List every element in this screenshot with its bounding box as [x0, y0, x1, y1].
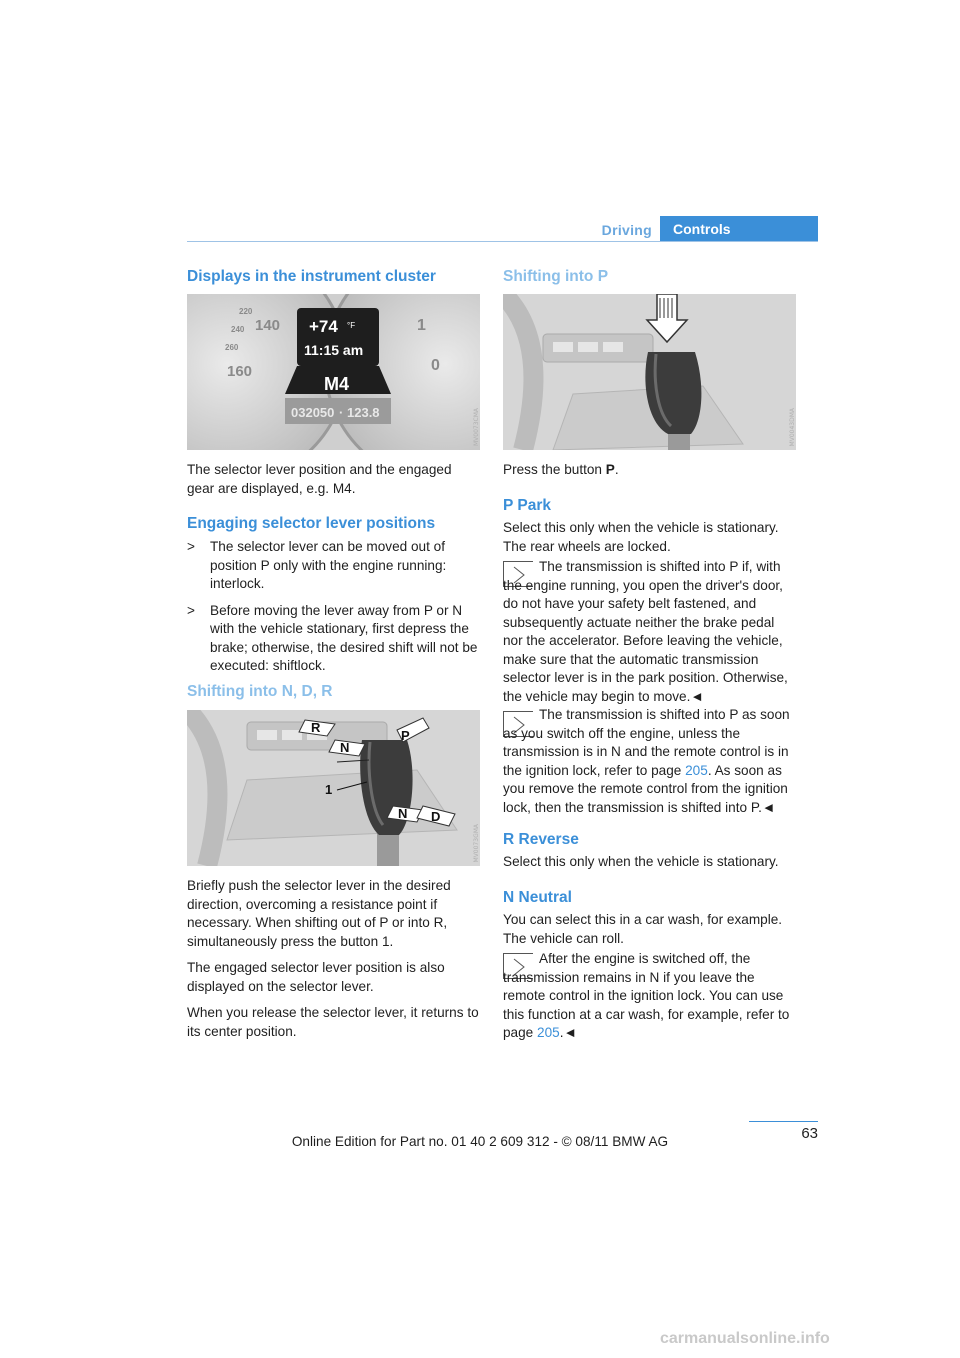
shift-label-r: R: [311, 720, 321, 735]
footer-edition: Online Edition for Part no. 01 40 2 609 312 - © 08/11 BMW AG: [291, 1134, 669, 1149]
note-text: The transmission is shifted into P if, with the engine running, you open the driver's door, do not have your safety belt fastened, and subsequently actuate neither the brake pedal nor the accelerator. Before leaving the vehicle, make sure that the automatic transmission selector lever is in the park position. Otherwise, the vehicle may begin to move.: [503, 559, 788, 704]
display-odometer: 032050: [291, 405, 335, 420]
note-text: .: [559, 1025, 564, 1040]
text: Press the button: [503, 462, 606, 477]
park-note-1: [503, 558, 795, 706]
reverse-text: Select this only when the vehicle is stationary.: [503, 854, 779, 869]
heading-shifting-p: Shifting into P: [503, 268, 609, 285]
bullet-text: Before moving the lever away from P or N with the vehicle stationary, first depress the brake; otherwise, the desired shift will not be executed: shiftlock.: [210, 602, 478, 673]
bullet-mark: >: [187, 602, 195, 618]
display-gear: M4: [324, 374, 350, 394]
shifting-ndr-body: [187, 877, 479, 1041]
figure-code: MV0073CMA: [473, 407, 480, 446]
shift-label-n: N: [340, 740, 350, 755]
note-text: . As soon as you remove the remote control from the ignition lock, then the transmission is shifted into P.: [503, 762, 788, 815]
heading-shifting-ndr: Shifting into N, D, R: [187, 683, 333, 700]
shift-label-p: P: [401, 728, 410, 743]
heading-engaging: Engaging selector lever positions: [187, 515, 436, 532]
shift-label-n2: N: [398, 806, 408, 821]
page-link[interactable]: 205: [685, 762, 708, 778]
button-name: P: [605, 462, 615, 477]
page-number: 63: [801, 1125, 818, 1142]
note-text: After the engine is switched off, the transmission remains in N if you leave the remote control in the ignition lock. You can use this function at a car wash, for example, refer to page: [503, 951, 790, 1040]
shift-label-d: D: [431, 809, 441, 824]
figure-code: MV0043DMA: [789, 407, 796, 446]
callout-1: 1: [325, 782, 333, 797]
text: .: [614, 462, 619, 477]
bullet-text: The selector lever can be moved out of position P only with the engine running: interlock.: [210, 539, 447, 591]
list-item: [187, 602, 479, 676]
paragraph: When you release the selector lever, it returns to its center position.: [187, 1005, 479, 1039]
header-rule: [187, 241, 818, 242]
header-chapter-tab: Controls: [660, 216, 818, 242]
neutral-text: You can select this in a car wash, for example. The vehicle can roll.: [503, 912, 783, 946]
heading-reverse: R Reverse: [503, 831, 579, 848]
heading-neutral: N Neutral: [503, 889, 572, 906]
paragraph: Briefly push the selector lever in the desired direction, overcoming a resistance point if necessary. When shifting out of P or into R, simultaneously press the button 1.: [187, 878, 451, 949]
dial-label-260: 260: [225, 343, 239, 352]
display-time: 11:15 am: [304, 342, 364, 358]
list-item: [187, 538, 479, 594]
figure-instrument-cluster: [187, 294, 480, 450]
shifting-p-text: [503, 461, 795, 480]
figure-selector-lever-ndr: [187, 710, 480, 866]
svg-text:·: ·: [339, 405, 344, 420]
header-section-label: Driving: [601, 222, 652, 238]
heading-park: P Park: [503, 497, 551, 514]
dial-label-160: 160: [227, 363, 253, 380]
paragraph: The engaged selector lever position is also displayed on the selector lever.: [187, 960, 445, 994]
display-temp-unit: °F: [347, 321, 356, 330]
bullet-mark: >: [187, 539, 195, 554]
page-link[interactable]: 205: [537, 1025, 560, 1040]
note-text: The transmission is shifted into P as soon as you switch off the engine, unless the transmission is in N and the remote control is in the ignition lock, refer to page: [503, 707, 790, 778]
engaging-bullet-list: [187, 538, 479, 676]
display-temp: +74: [309, 317, 338, 336]
dial-label-140: 140: [255, 317, 281, 334]
end-mark: ◄: [563, 1025, 577, 1040]
end-mark: ◄: [690, 688, 704, 704]
figure-code: MV0073GMA: [473, 823, 480, 862]
display-trip: 123.8: [347, 405, 380, 420]
figure-selector-lever-p: [503, 294, 796, 450]
neutral-note: [503, 950, 795, 1043]
dial-label-1: 1: [417, 317, 426, 334]
displays-text: The selector lever position and the engaged gear are displayed, e.g. M4.: [187, 462, 452, 496]
heading-displays: Displays in the instrument cluster: [187, 268, 436, 285]
watermark: carmanualsonline.info: [660, 1330, 830, 1347]
dial-label-240: 240: [231, 325, 245, 334]
dial-label-0: 0: [431, 357, 440, 374]
end-mark: ◄: [761, 799, 776, 815]
park-text: Select this only when the vehicle is stationary. The rear wheels are locked.: [503, 520, 779, 554]
park-note-2: [503, 706, 795, 817]
dial-label-220: 220: [239, 307, 253, 316]
footer-rule: [749, 1121, 818, 1122]
